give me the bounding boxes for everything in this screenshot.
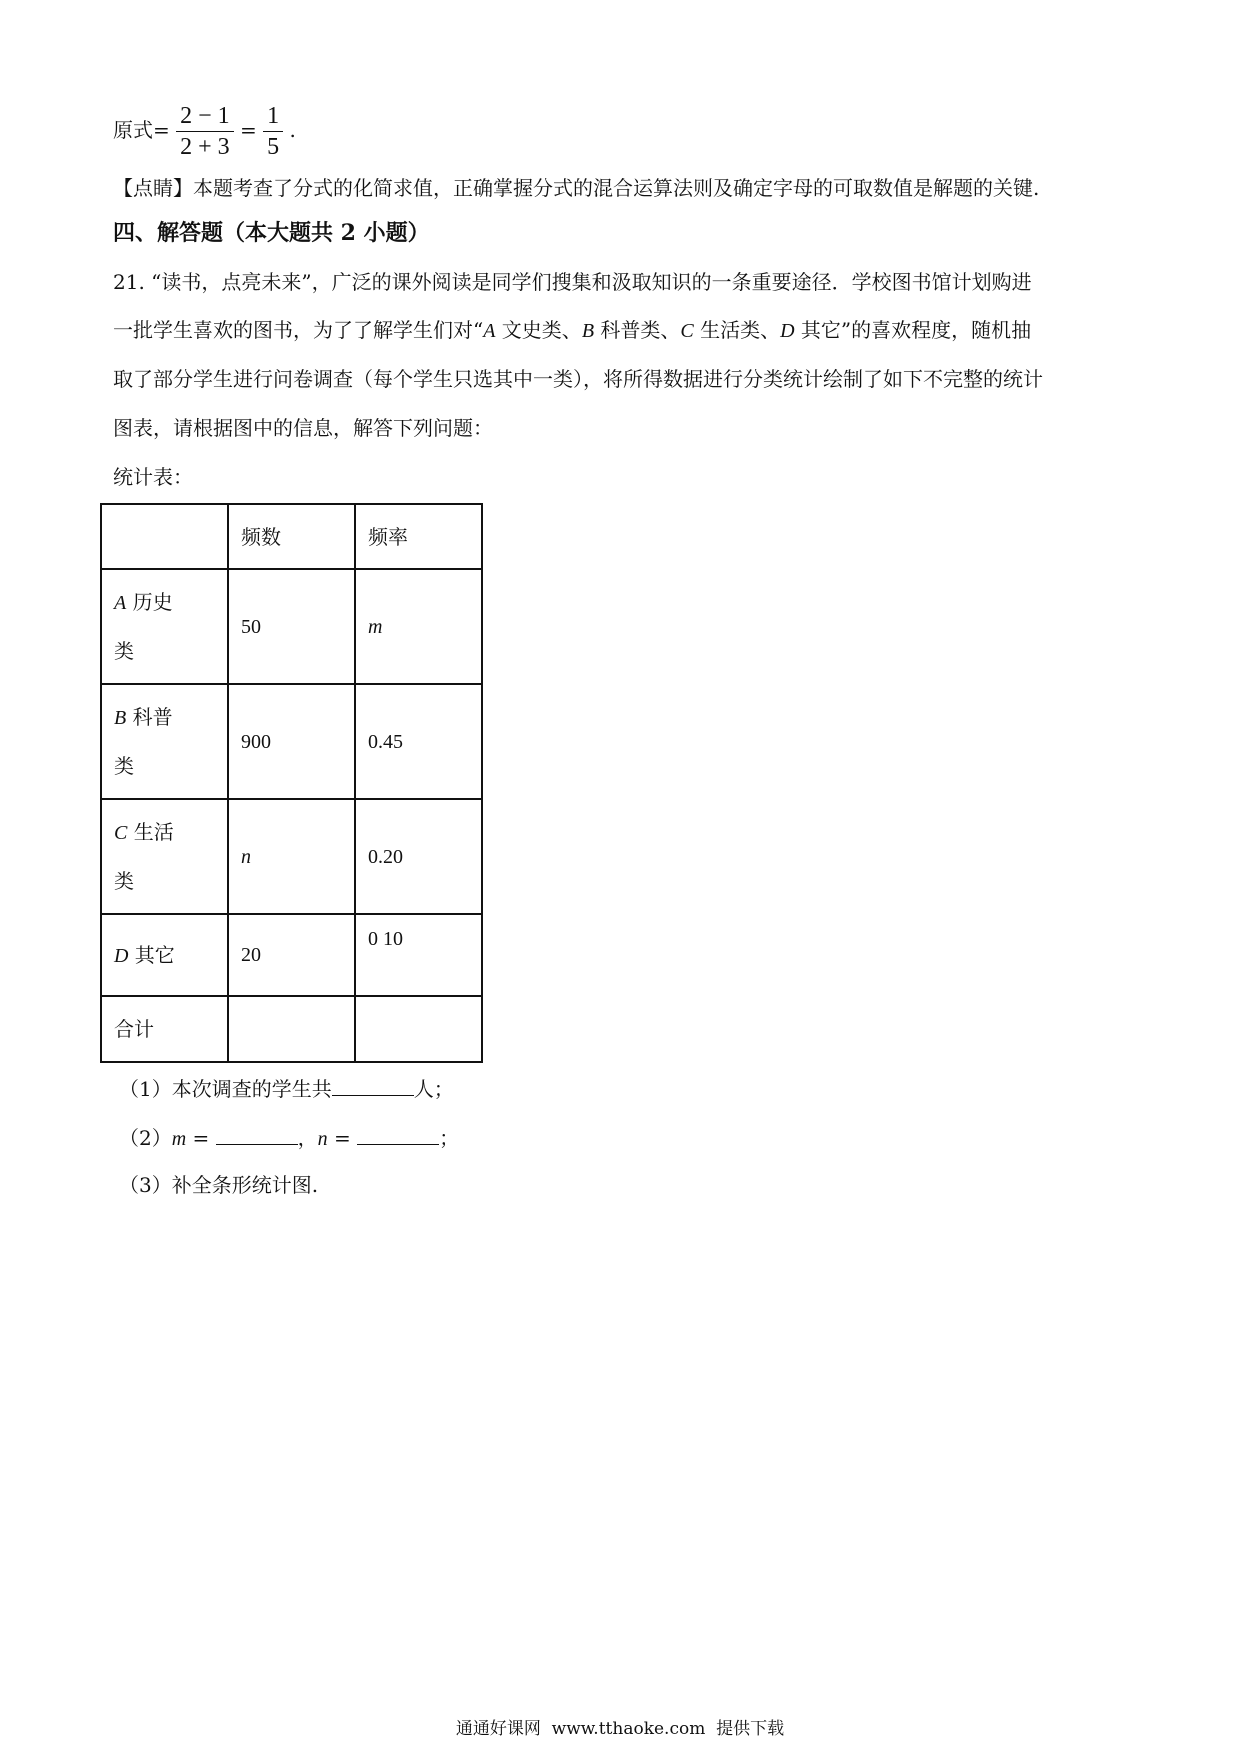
- subquestion-3: （3）补全条形统计图.: [119, 1173, 319, 1197]
- var-A: A: [483, 320, 496, 342]
- rate-cell: 0.20: [355, 799, 482, 914]
- fraction-result: [263, 101, 283, 162]
- q-text-a: 一批学生喜欢的图书，为了了解学生们对“: [113, 318, 484, 342]
- result-numerator: 1: [263, 101, 283, 132]
- category-letter: D: [114, 944, 129, 967]
- subquestion-1-text: （1）本次调查的学生共: [119, 1077, 332, 1101]
- answer-blank-m[interactable]: [216, 1124, 298, 1145]
- category-cell: [101, 684, 228, 799]
- answer-blank-total[interactable]: [332, 1075, 414, 1096]
- formula-line: [113, 96, 296, 164]
- category-letter: A: [114, 592, 127, 614]
- var-B: B: [581, 320, 595, 342]
- frequency-cell: [228, 799, 355, 914]
- formula-equals: =: [153, 118, 170, 142]
- frequency-var-n: n: [241, 846, 251, 868]
- formula-period: .: [289, 118, 296, 142]
- frequency-cell: 50: [228, 569, 355, 684]
- category-name: 科普: [126, 705, 173, 729]
- question-line-3: 取了部分学生进行问卷调查（每个学生只选其中一类），将所得数据进行分类统计绘制了如下不完整的统计: [113, 367, 1043, 391]
- subquestion-1: [119, 1075, 454, 1103]
- fraction-numerator: 2 − 1: [176, 101, 234, 132]
- equals-m: =: [186, 1126, 216, 1150]
- category-letter: B: [114, 707, 127, 729]
- question-line-4: 图表，请根据图中的信息，解答下列问题：: [113, 416, 493, 440]
- category-name-cont: 类: [114, 639, 134, 663]
- frequency-cell: 900: [228, 684, 355, 799]
- formula-equals-2: =: [240, 118, 257, 142]
- fraction-denominator: 2 + 3: [180, 134, 230, 160]
- section-heading: 四、解答题（本大题共 2 小题）: [113, 220, 430, 246]
- q-text-b: 文史类、: [495, 318, 582, 342]
- category-cell: [101, 799, 228, 914]
- total-frequency-cell: [228, 996, 355, 1062]
- table-caption: 统计表：: [113, 465, 193, 489]
- q-text-c: 科普类、: [594, 318, 681, 342]
- var-C: C: [680, 320, 694, 342]
- table-row: [101, 799, 482, 914]
- frequency-cell: 20: [228, 914, 355, 996]
- table-row: [101, 684, 482, 799]
- separator: ，: [297, 1126, 318, 1150]
- header-cell-rate: 频率: [355, 504, 482, 569]
- rate-cell: 0 10: [355, 914, 482, 996]
- category-name: 生活: [127, 820, 174, 844]
- category-letter: C: [114, 822, 128, 844]
- table-row: [101, 914, 482, 996]
- category-name-cont: 类: [114, 869, 134, 893]
- var-D: D: [780, 320, 795, 342]
- question-line-2: [113, 316, 1031, 345]
- subquestion-2-end: ；: [439, 1126, 460, 1150]
- table-row: [101, 996, 482, 1062]
- subquestion-2-text: （2）: [119, 1126, 172, 1150]
- q-text-e: 其它”的喜欢程度，随机抽: [794, 318, 1032, 342]
- statistics-table: [100, 503, 483, 1063]
- answer-blank-n[interactable]: [357, 1124, 439, 1145]
- header-cell-empty: [101, 504, 228, 569]
- question-line-1: 21. “读书，点亮未来”，广泛的课外阅读是同学们搜集和汲取知识的一条重要途径．学校图书馆计划购进: [113, 270, 1032, 294]
- formula-prefix: 原式: [113, 118, 153, 142]
- subquestion-2: [119, 1124, 459, 1153]
- comment-text: 【点睛】本题考查了分式的化简求值，正确掌握分式的混合运算法则及确定字母的可取数值是解题的关键.: [113, 176, 1040, 200]
- fraction-expression: [176, 101, 234, 162]
- total-rate-cell: [355, 996, 482, 1062]
- var-m: m: [171, 1128, 187, 1150]
- category-cell: [101, 914, 228, 996]
- table-header-row: [101, 504, 482, 569]
- total-label-cell: 合计: [101, 996, 228, 1062]
- category-name: 历史: [126, 590, 173, 614]
- var-n: n: [317, 1128, 328, 1150]
- category-cell: [101, 569, 228, 684]
- table-row: [101, 569, 482, 684]
- header-cell-frequency: 频数: [228, 504, 355, 569]
- category-name: 其它: [128, 942, 175, 967]
- rate-cell: [355, 569, 482, 684]
- subquestion-1-end: 人；: [413, 1077, 454, 1101]
- page-footer: 通通好课网 www.tthaoke.com 提供下载: [455, 1719, 785, 1739]
- rate-cell: 0.45: [355, 684, 482, 799]
- equals-n: =: [327, 1126, 358, 1150]
- result-denominator: 5: [267, 134, 280, 160]
- q-text-d: 生活类、: [693, 318, 781, 342]
- rate-var-m: m: [368, 616, 383, 638]
- category-name-cont: 类: [114, 754, 134, 778]
